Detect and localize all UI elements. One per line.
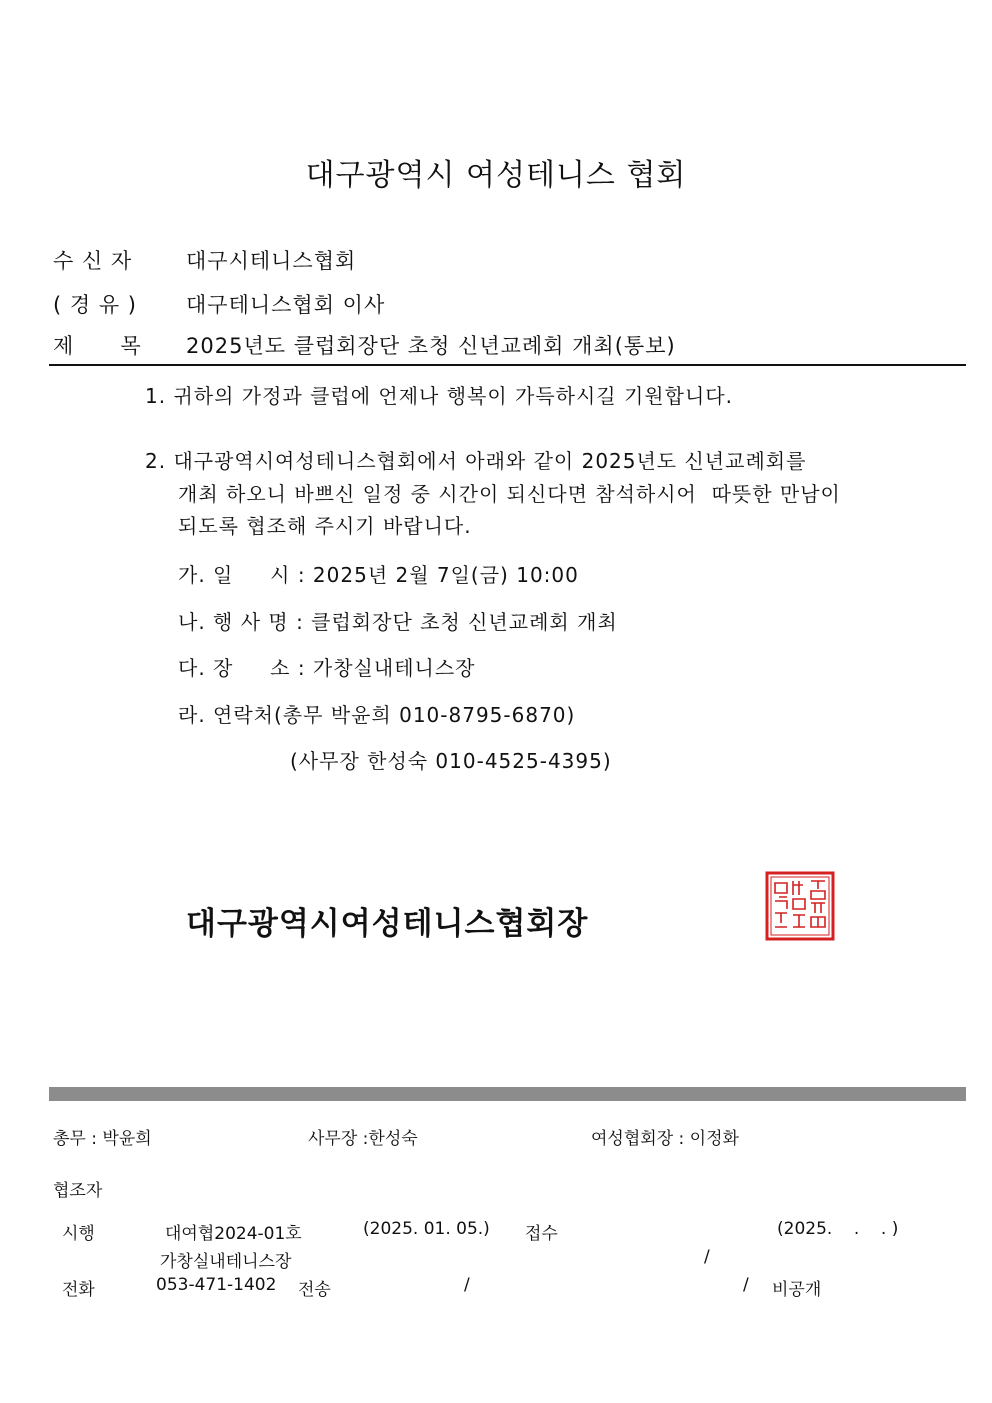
footer-receipt-date: (2025. . . ) — [777, 1219, 899, 1239]
footer-receipt-label: 접수 — [525, 1224, 558, 1244]
footer-public-slash: / — [743, 1275, 749, 1295]
paragraph-2-line-2: 개최 하오니 바쁘신 일정 중 시간이 되신다면 참석하시어 따뜻한 만남이 — [178, 482, 841, 506]
signer-name: 대구광역시여성테니스협회장 — [186, 906, 589, 942]
footer-fax-slash: / — [464, 1275, 470, 1295]
subject-label: 제 목 — [53, 334, 142, 358]
footer-phone-value: 053-471-1402 — [156, 1275, 277, 1295]
via-value: 대구테니스협회 이사 — [186, 293, 386, 317]
footer-public-value: 비공개 — [772, 1280, 822, 1300]
footer-address: 가창실내테니스장 — [160, 1252, 292, 1272]
footer-staff-president: 여성협회장 : 이정화 — [591, 1129, 739, 1149]
paragraph-2-line-3: 되도록 협조해 주시기 바랍니다. — [178, 514, 472, 538]
footer-enforce-date: (2025. 01. 05.) — [363, 1219, 490, 1239]
paragraph-2-line-1: 2. 대구광역시여성테니스협회에서 아래와 같이 2025년도 신년교례회를 — [145, 449, 807, 473]
paragraph-1: 1. 귀하의 가정과 클럽에 언제나 행복이 가득하시길 기원합니다. — [145, 384, 733, 408]
footer-staff-secretary: 총무 : 박윤희 — [53, 1129, 152, 1149]
footer-staff-manager: 사무장 :한성숙 — [308, 1129, 418, 1149]
header-divider — [49, 364, 966, 366]
footer-phone-label: 전화 — [62, 1280, 95, 1300]
footer-enforce-number: 대여협2024-01호 — [165, 1224, 302, 1244]
footer-cooperator-label: 협조자 — [53, 1181, 103, 1201]
via-label: ( 경 유 ) — [53, 293, 137, 317]
recipient-label: 수 신 자 — [53, 249, 133, 273]
document-title: 대구광역시 여성테니스 협회 — [305, 158, 687, 193]
recipient-value: 대구시테니스협회 — [186, 249, 357, 273]
footer-address-slash: / — [704, 1247, 710, 1267]
official-seal-icon — [765, 871, 835, 941]
item-contact-2: (사무장 한성숙 010-4525-4395) — [290, 749, 612, 773]
subject-value: 2025년도 클럽회장단 초청 신년교례회 개최(통보) — [186, 334, 676, 358]
footer-divider — [49, 1087, 966, 1101]
item-contact: 라. 연락처(총무 박윤희 010-8795-6870) — [178, 703, 576, 727]
item-venue: 다. 장 소 : 가창실내테니스장 — [178, 656, 476, 680]
footer-fax-label: 전송 — [298, 1280, 331, 1300]
footer-enforce-label: 시행 — [62, 1224, 95, 1244]
item-date: 가. 일 시 : 2025년 2월 7일(금) 10:00 — [178, 563, 579, 587]
item-event-name: 나. 행 사 명 : 클럽회장단 초청 신년교례회 개최 — [178, 610, 618, 634]
